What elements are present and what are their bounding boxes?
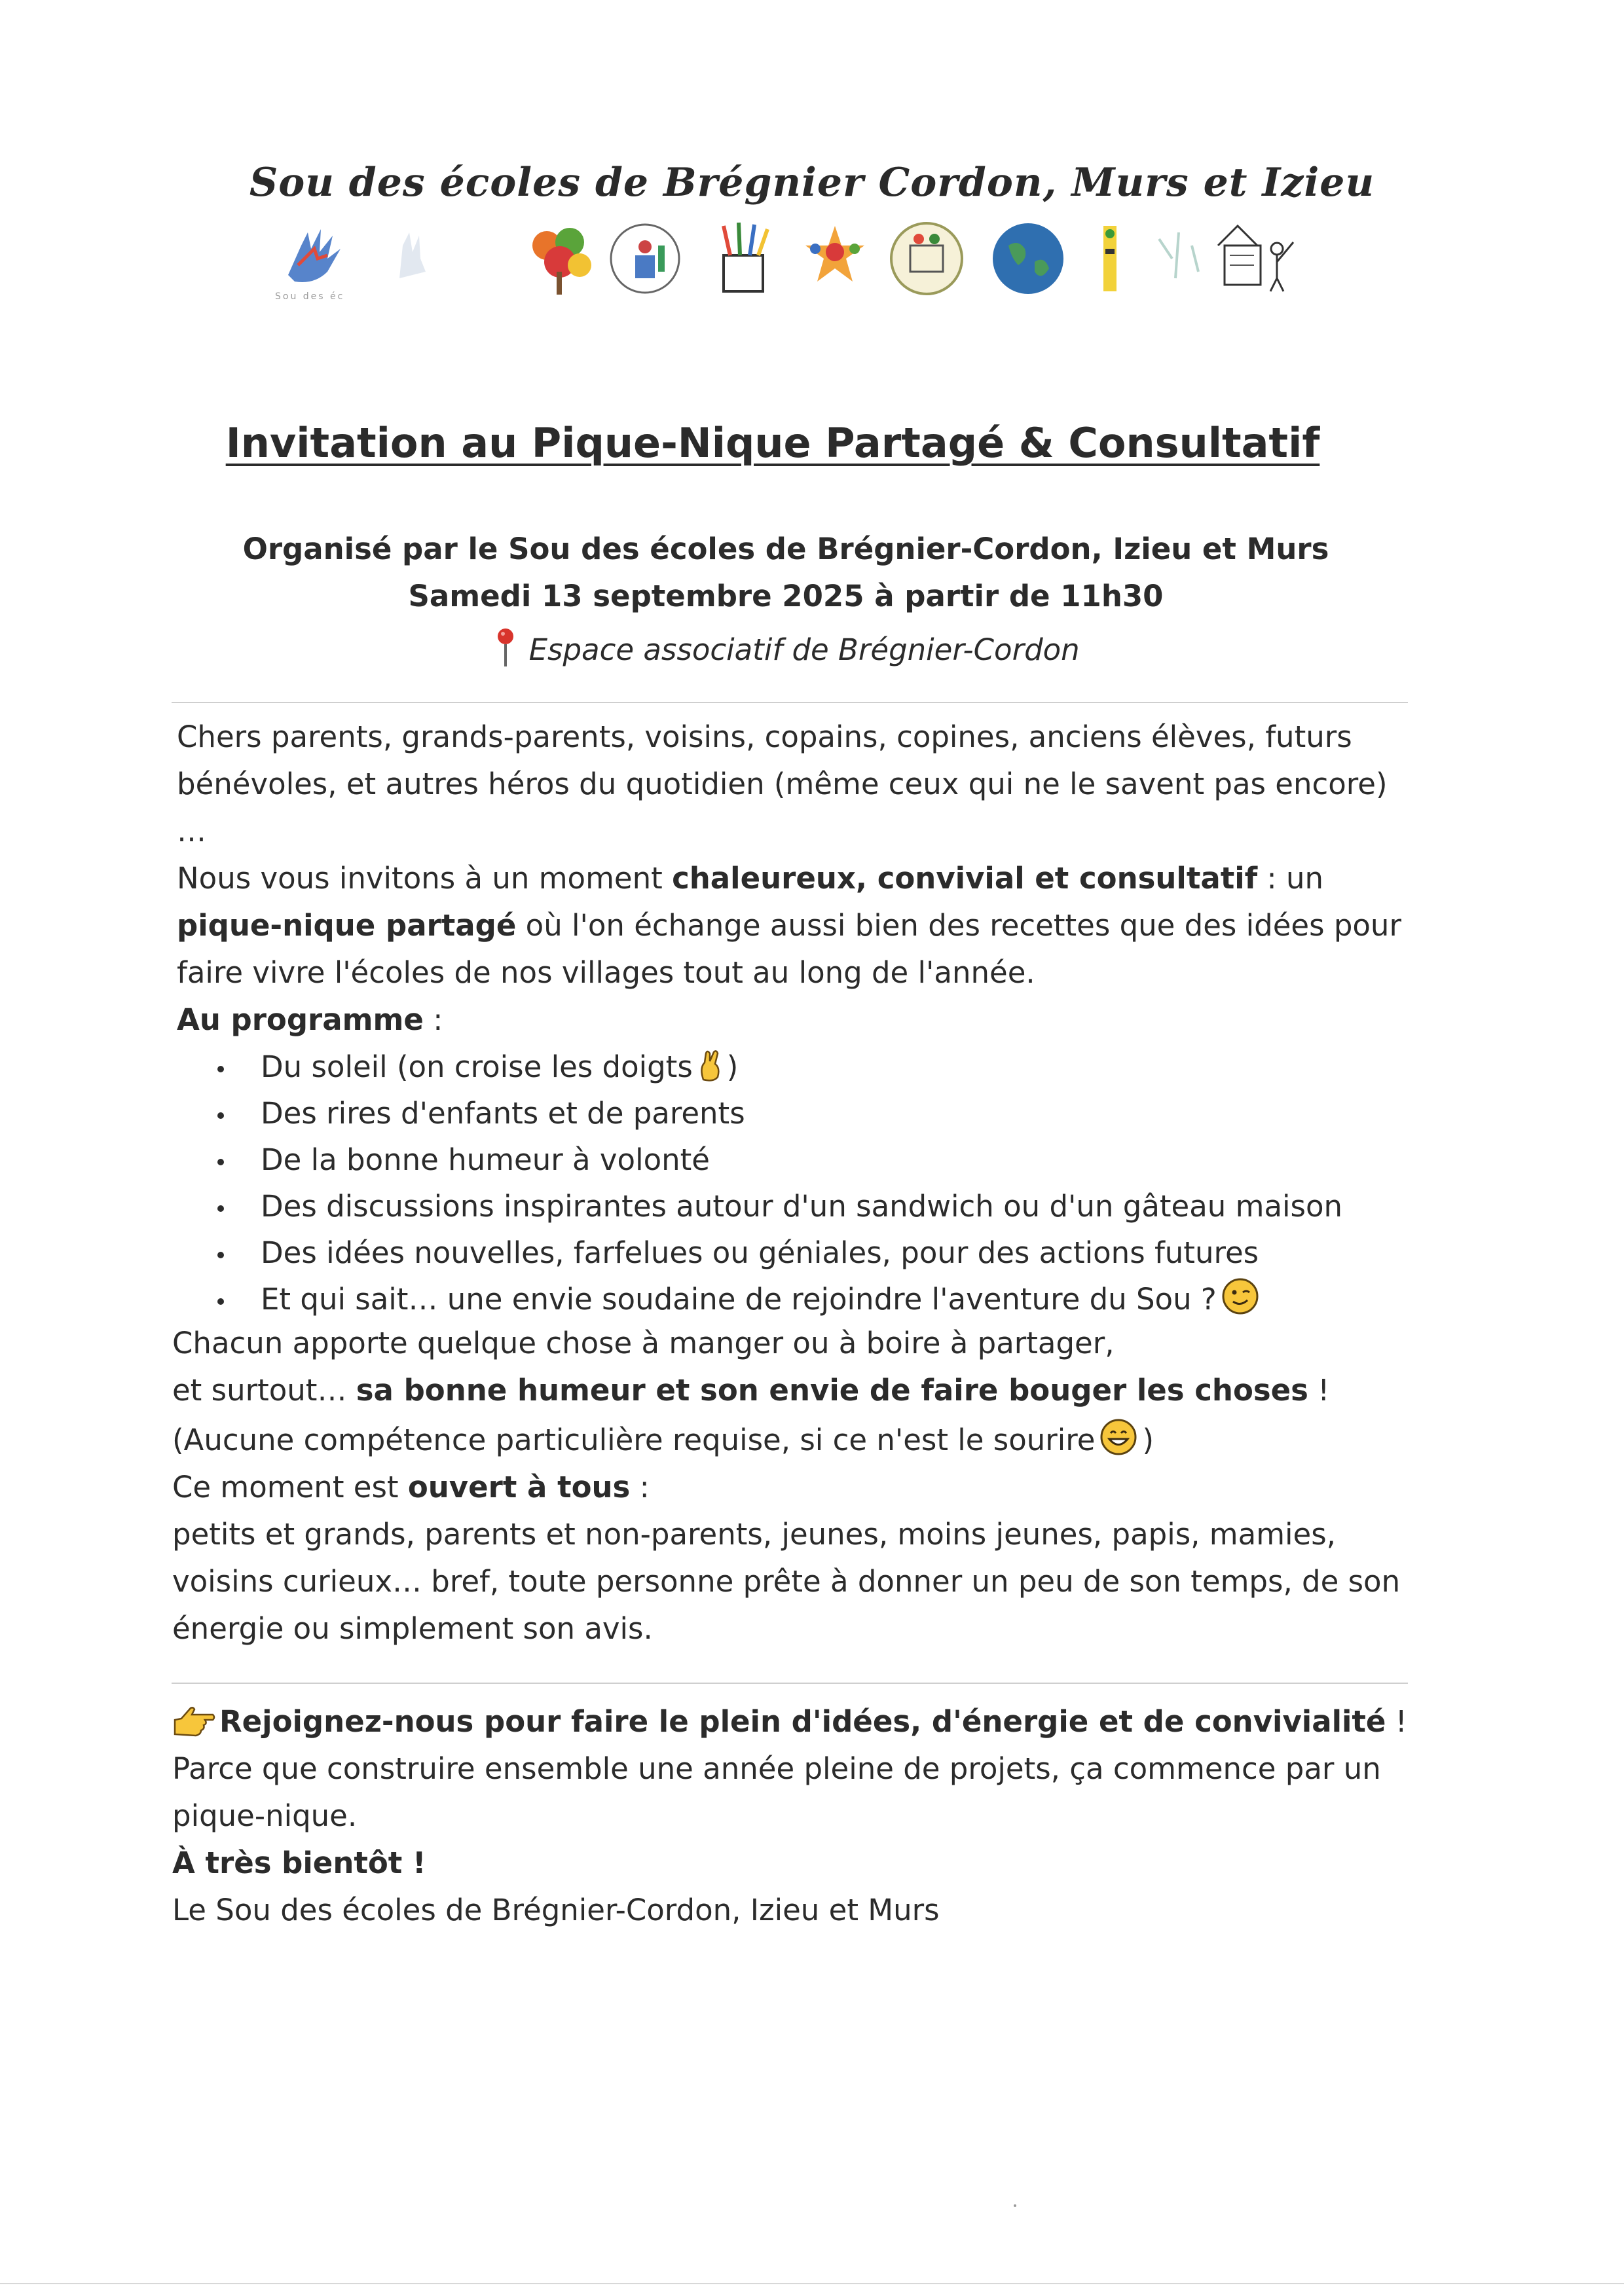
logo-caption: Sou des éc — [275, 291, 345, 302]
program-heading-colon: : — [423, 1002, 443, 1037]
invite-paragraph — [177, 855, 1421, 996]
signature: Le Sou des écoles de Brégnier-Cordon, Izieu et Murs — [172, 1893, 940, 1927]
faint-hand-icon — [386, 219, 439, 291]
cta-bold-text: Rejoignez-nous pour faire le plein d'idées, d'énergie et de convivialité — [219, 1704, 1386, 1739]
open-start: Ce moment est — [172, 1470, 408, 1504]
faint-sketch-icon — [1146, 219, 1211, 298]
earth-globe-icon — [989, 219, 1067, 298]
no-skills-close: ) — [1142, 1423, 1154, 1457]
bring-mood-start: et surtout… — [172, 1373, 356, 1408]
invite-text-mid: : un — [1257, 861, 1324, 896]
bring-line: Chacun apporte quelque chose à manger ou à boire à partager, — [172, 1326, 1115, 1360]
school-association-header: Sou des écoles de Brégnier Cordon, Murs et Izieu — [249, 160, 1375, 206]
top-divider — [172, 702, 1408, 703]
winking-face-icon — [1221, 1277, 1260, 1316]
crossed-fingers-icon — [697, 1048, 723, 1082]
colored-hands-icon — [524, 219, 596, 298]
see-you-soon: À très bientôt ! — [172, 1846, 426, 1880]
board-figure-icon — [1211, 219, 1303, 298]
list-item — [177, 1183, 1434, 1230]
program-item-text: Des rires d'enfants et de parents — [261, 1096, 745, 1131]
invite-bold-qualities: chaleureux, convivial et consultatif — [672, 861, 1258, 896]
round-badge-icon — [606, 219, 684, 298]
closing-text: Parce que construire ensemble une année pleine de projets, ça commence par un pique-nique. — [172, 1751, 1381, 1833]
invitation-body — [177, 714, 1434, 1322]
grinning-face-icon — [1099, 1417, 1138, 1457]
round-pushpin-icon — [496, 627, 515, 669]
invitation-title: Invitation au Pique-Nique Partagé & Consultatif — [225, 419, 1320, 467]
list-item — [177, 1044, 1434, 1090]
bring-mood-line — [172, 1367, 1430, 1414]
open-end: : — [630, 1470, 650, 1504]
open-bold: ouvert à tous — [407, 1470, 631, 1504]
list-item — [177, 1137, 1434, 1183]
list-item — [177, 1090, 1434, 1137]
program-item-text: Des discussions inspirantes autour d'un sandwich ou d'un gâteau maison — [261, 1189, 1343, 1224]
logo-banner — [275, 219, 1297, 304]
scan-speck — [1014, 2204, 1016, 2207]
organizer-line: Organisé par le Sou des écoles de Brégnier-Cordon, Izieu et Murs — [242, 532, 1329, 566]
program-item-close: ) — [726, 1049, 739, 1084]
location-text: Espace associatif de Brégnier-Cordon — [528, 632, 1080, 667]
open-details: petits et grands, parents et non-parents, jeunes, moins jeunes, papis, mamies, voisins curieux… bref, toute personne prête à donner un peu de son temps, de son énergie ou simplement son avis. — [172, 1517, 1401, 1646]
page-bottom-edge — [0, 2283, 1624, 2284]
traffic-light-icon — [1094, 219, 1126, 298]
event-date: Samedi 13 septembre 2025 à partir de 11h30 — [408, 579, 1164, 613]
pointing-hand-icon — [172, 1705, 215, 1738]
invite-text-start: Nous vous invitons à un moment — [177, 861, 673, 896]
location-line — [0, 627, 1572, 669]
closing-section — [172, 1698, 1430, 1934]
program-heading — [177, 996, 1434, 1044]
cta-end: ! — [1386, 1704, 1407, 1739]
bring-mood-bold: sa bonne humeur et son envie de faire bouger les choses — [356, 1373, 1308, 1408]
bring-mood-end: ! — [1308, 1373, 1330, 1408]
program-item-text: Et qui sait… une envie soudaine de rejoindre l'aventure du Sou ? — [261, 1282, 1217, 1317]
program-heading-text: Au programme — [177, 1002, 424, 1037]
program-list — [177, 1044, 1434, 1322]
bring-section — [172, 1320, 1430, 1652]
program-item-text: De la bonne humeur à volonté — [261, 1142, 710, 1177]
intro-paragraph: Chers parents, grands-parents, voisins, copains, copines, anciens élèves, futurs bénévoles, et autres héros du quotidien (même ceux qui ne le savent pas encore) … — [177, 720, 1388, 848]
program-item-text: Du soleil (on croise les doigts — [261, 1049, 693, 1084]
invite-text-end: où l'on échange aussi bien des recettes que des idées pour faire vivre l'écoles de nos villages tout au long de l'année. — [177, 908, 1401, 990]
school-badge-icon — [887, 219, 966, 298]
pencil-pot-icon — [707, 219, 779, 298]
hand-logo-icon — [275, 219, 347, 291]
no-skills-line — [172, 1417, 1430, 1464]
list-item — [177, 1276, 1434, 1322]
open-to-all-line — [172, 1464, 1430, 1511]
children-star-icon — [799, 219, 871, 291]
bottom-divider — [172, 1683, 1408, 1684]
no-skills-text: (Aucune compétence particulière requise, si ce n'est le sourire — [172, 1423, 1096, 1457]
invite-bold-picnic: pique-nique partagé — [177, 908, 517, 943]
program-item-text: Des idées nouvelles, farfelues ou géniales, pour des actions futures — [261, 1235, 1259, 1270]
list-item — [177, 1230, 1434, 1276]
call-to-action — [172, 1698, 1430, 1745]
